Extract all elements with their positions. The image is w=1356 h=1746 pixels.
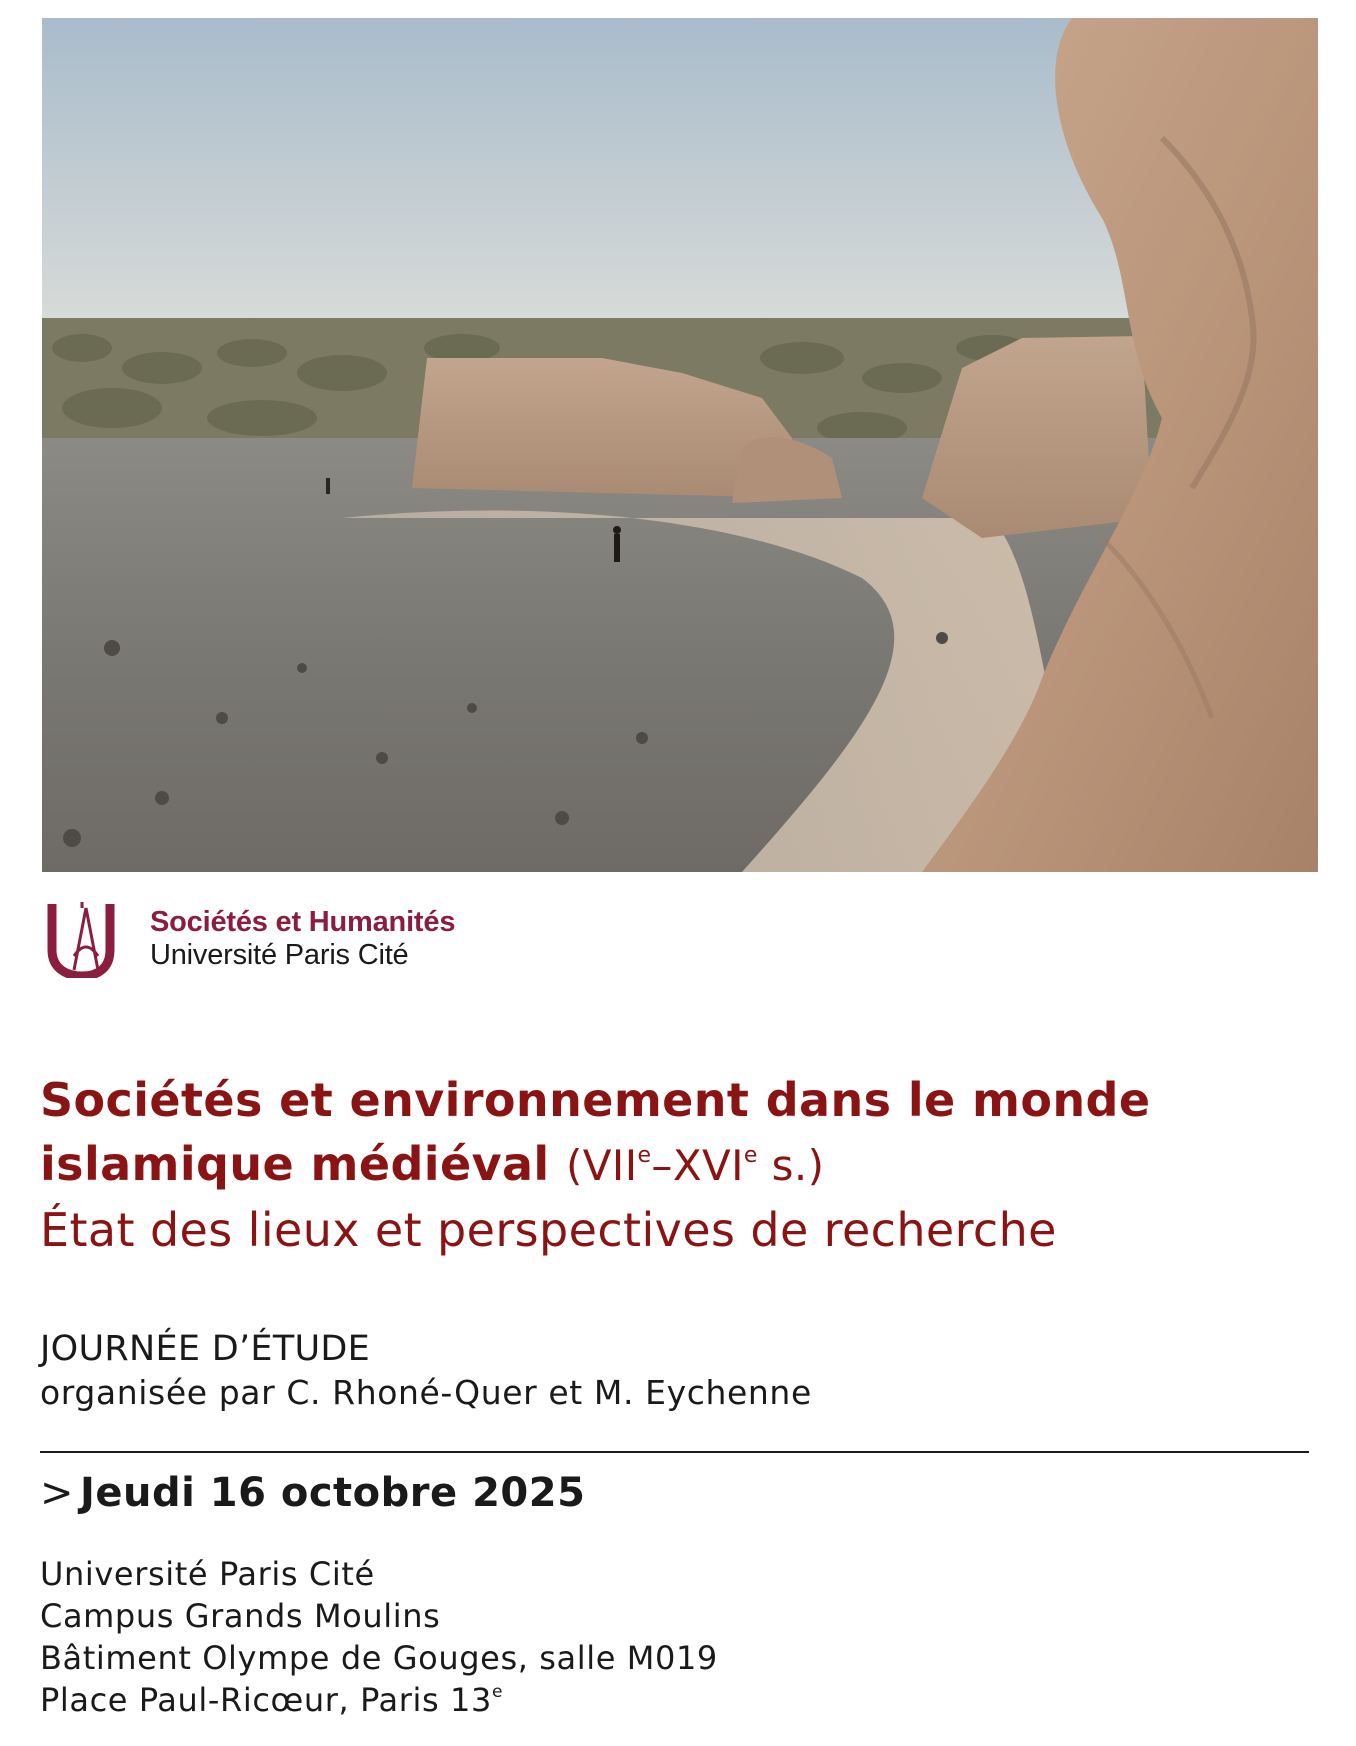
title-line-2 — [40, 1132, 1330, 1198]
address-line-4-sup: e — [491, 1682, 504, 1702]
university-emblem-icon — [44, 898, 126, 978]
event-type: JOURNÉE D’ÉTUDE — [40, 1329, 371, 1369]
century-mid: –XVI — [651, 1141, 744, 1190]
date-arrow-icon: > — [40, 1470, 75, 1516]
event-info — [40, 1327, 812, 1415]
address-line-4-text: Place Paul-Ricœur, Paris 13 — [40, 1681, 492, 1719]
event-address — [40, 1553, 718, 1721]
century-close: s.) — [757, 1141, 825, 1190]
event-organizers: organisée par C. Rhoné-Quer et M. Eychenne — [40, 1373, 812, 1412]
divider — [40, 1451, 1309, 1453]
address-line-1: Université Paris Cité — [40, 1555, 375, 1593]
cover-photo — [42, 18, 1318, 872]
title-main — [40, 1068, 1330, 1198]
address-line-4 — [40, 1679, 718, 1721]
logo-title: Sociétés et Humanités — [150, 906, 456, 938]
event-title — [40, 1068, 1330, 1262]
title-line-1: Sociétés et environnement dans le monde — [40, 1073, 1151, 1127]
title-line-2-text: islamique médiéval — [40, 1137, 550, 1191]
century-sup-2: e — [743, 1143, 758, 1168]
desert-ruins-photo — [42, 18, 1318, 872]
address-line-3: Bâtiment Olympe de Gouges, salle M019 — [40, 1639, 718, 1677]
century-open: (VII — [565, 1141, 638, 1190]
century-sup-1: e — [637, 1143, 652, 1168]
title-subtitle: État des lieux et perspectives de recherche — [40, 1203, 1057, 1257]
address-line-2: Campus Grands Moulins — [40, 1597, 441, 1635]
date-text: Jeudi 16 octobre 2025 — [80, 1470, 586, 1516]
institution-logo — [44, 896, 604, 978]
title-century — [566, 1141, 824, 1190]
logo-subtitle: Université Paris Cité — [150, 939, 409, 972]
event-date — [40, 1467, 585, 1519]
